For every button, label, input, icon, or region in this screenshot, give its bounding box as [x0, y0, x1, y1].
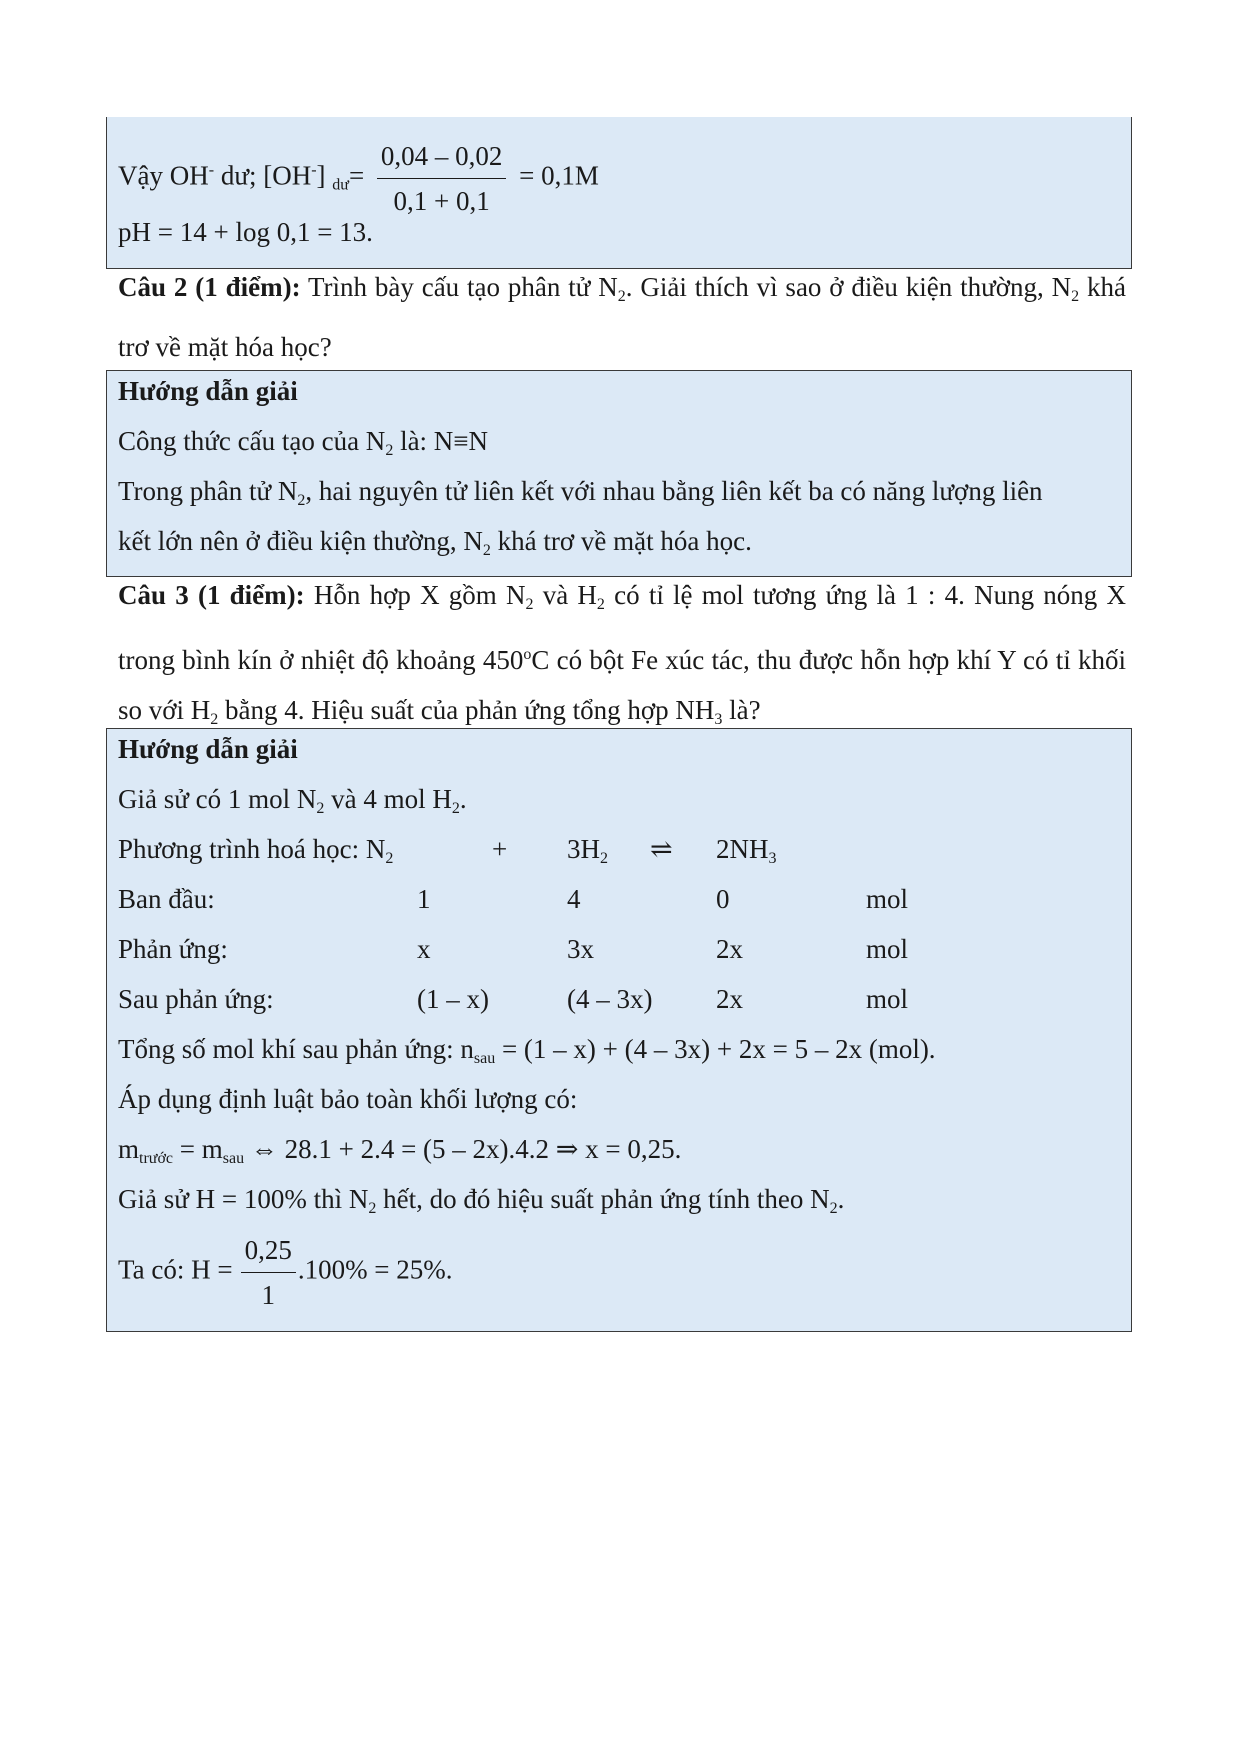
mass-balance-line: $m_{trước} = m_{sau}$ ⇔ 28.1 + 2.4 = (5 – 2x).4.2 ⇒ x = 0,25.	[118, 1134, 682, 1167]
a3-assume-line: Giả sử có 1 mol $N_2$ và 4 mol $H_2$.	[118, 784, 467, 817]
table-row-label: Phản ứng:	[118, 934, 228, 964]
ph-line: pH = 14 + log 0,1 = 13.	[118, 217, 373, 247]
table-cell: 1	[417, 884, 431, 914]
total-moles-line: Tổng số mol khí sau phản ứng: $n_{sau} = (1 - x) + (4 - 3x) + 2x = 5 - 2x$ (mol).	[118, 1034, 936, 1067]
table-cell-unit: mol	[866, 934, 909, 964]
question-3: Câu 3 (1 điểm): Hỗn hợp X gồm $N_2$ và $H_2$ có tỉ lệ mol tương ứng là 1 : 4. Nung nóng X trong bình kín ở nhiệt độ khoảng 450$^o$C có bột Fe xúc tác, thu được hỗn hợp khí Y có tỉ khối so với $H_2$ bằng 4. Hiệu suất của phản ứng tổng hợp $NH_3$ là?	[118, 580, 1126, 728]
equation-nh3: $2NH_3$	[716, 834, 777, 867]
final-yield-line: Ta có: H = $\frac{0,25}{1}$ .100% = 25%.	[118, 1232, 453, 1313]
table-cell: 3x	[567, 934, 594, 964]
table-cell: (4 – 3x)	[567, 984, 653, 1014]
a2-line-3: kết lớn nên ở điều kiện thường, $N_2$ khá trơ về mặt hóa học.	[118, 526, 752, 559]
a2-line-1: Công thức cấu tạo của $N_2$ là: N≡N	[118, 426, 489, 459]
table-cell-unit: mol	[866, 984, 909, 1014]
oh-fraction: $\frac{0,04 - 0,02}{0,1 + 0,1}$	[377, 138, 507, 219]
table-cell: (1 – x)	[417, 984, 489, 1014]
table-cell-unit: mol	[866, 884, 909, 914]
yield-basis-line: Giả sử H = 100% thì $N_2$ hết, do đó hiệu suất phản ứng tính theo $N_2$.	[118, 1184, 845, 1217]
question-2: Câu 2 (1 điểm): Trình bày cấu tạo phân tử $N_2$. Giải thích vì sao ở điều kiện thường, $N_2$ khá trơ về mặt hóa học?	[118, 272, 1127, 362]
equation-h2: $3H_2$	[567, 834, 608, 867]
table-row-label: Sau phản ứng:	[118, 984, 274, 1014]
yield-fraction: $\frac{0,25}{1}$	[241, 1232, 296, 1313]
table-cell: x	[417, 934, 431, 964]
oh-excess-line: Vậy OH- dư; [OH-] $_{dư}$= $\frac{0,04 - 0,02}{0,1 + 0,1}$ = 0,1M	[118, 138, 599, 219]
table-cell: 4	[567, 884, 581, 914]
equation-plus: +	[492, 834, 508, 864]
a2-line-2: Trong phân tử $N_2$, hai nguyên tử liên kết với nhau bằng liên kết ba có năng lượng liên	[118, 476, 1043, 509]
table-cell: 0	[716, 884, 730, 914]
solution-heading-2: Hướng dẫn giải	[118, 376, 298, 406]
table-cell: 2x	[716, 934, 743, 964]
equation-label: Phương trình hoá học: $N_2$	[118, 834, 394, 867]
table-row-label: Ban đầu:	[118, 884, 215, 914]
equilibrium-arrow-icon: ⇌	[650, 834, 673, 864]
table-cell: 2x	[716, 984, 743, 1014]
conservation-law-line: Áp dụng định luật bảo toàn khối lượng có:	[118, 1084, 578, 1114]
solution-heading-3: Hướng dẫn giải	[118, 734, 298, 764]
